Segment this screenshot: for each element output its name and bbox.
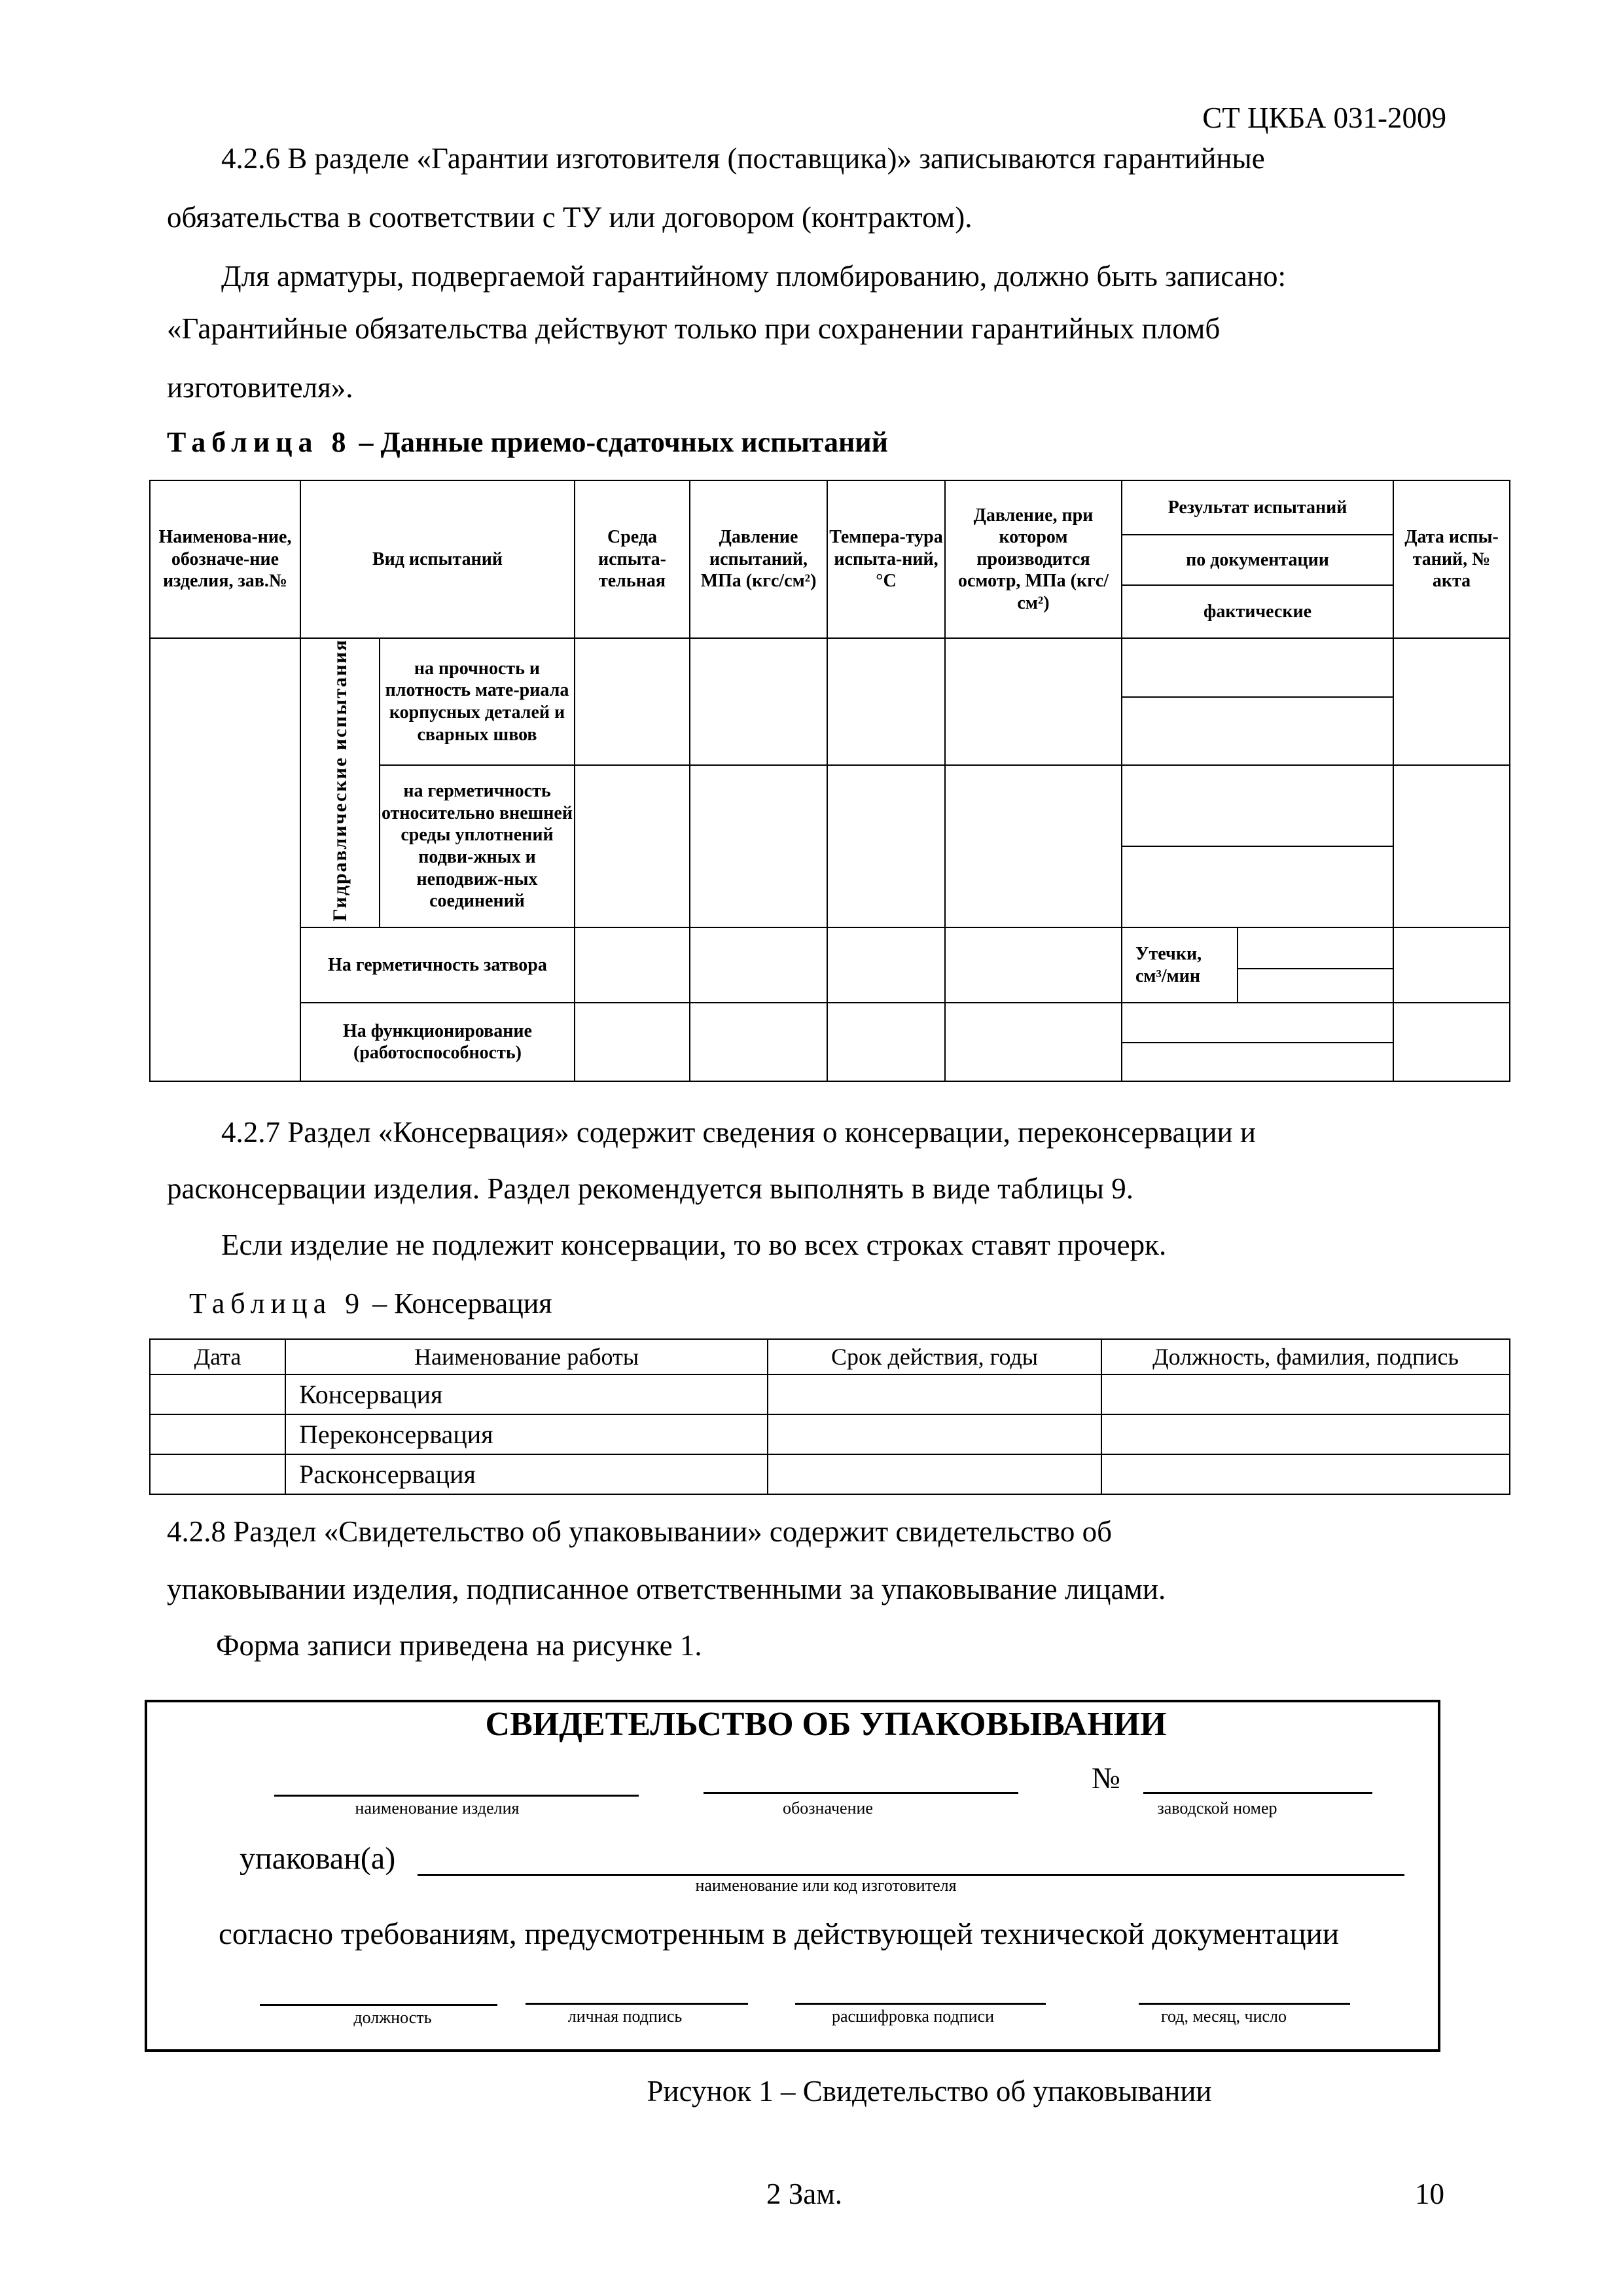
header-name: Наименова-ние, обозначе-ние изделия, зав.№ <box>150 480 300 638</box>
table-8-acceptance-tests <box>149 480 1510 1082</box>
leaks-label: Утечки, см³/мин <box>1122 927 1238 1003</box>
paragraph-line: 4.2.7 Раздел «Консервация» содержит сведения о консервации, переконсервации и <box>221 1116 1256 1149</box>
designation-line[interactable] <box>704 1792 1018 1794</box>
packed-label: упакован(а) <box>240 1841 396 1876</box>
cell <box>690 638 827 765</box>
decoding-line[interactable] <box>795 2003 1046 2005</box>
label-position: должность <box>353 2008 432 2027</box>
cell <box>150 1374 285 1414</box>
cell-date <box>1393 765 1510 927</box>
cell-result-doc <box>1122 638 1393 697</box>
header-pressure: Давление испытаний, МПа (кгс/см²) <box>690 480 827 638</box>
cell <box>768 1374 1101 1414</box>
group-hydraulic <box>300 638 380 927</box>
header-date: Дата <box>150 1339 285 1374</box>
paragraph-line: обязательства в соответствии с ТУ или договором (контрактом). <box>167 201 972 234</box>
table8-caption <box>167 425 888 459</box>
row-conservation: Консервация <box>285 1374 768 1414</box>
cell-result-actual <box>1238 969 1393 1003</box>
product-name-line[interactable] <box>274 1795 639 1797</box>
cell-result-doc <box>1122 765 1393 846</box>
cell <box>1101 1414 1510 1454</box>
cell <box>1101 1374 1510 1414</box>
header-date: Дата испы-таний, № акта <box>1393 480 1510 638</box>
paragraph-line: изготовителя». <box>167 371 353 404</box>
date-line[interactable] <box>1139 2003 1350 2005</box>
group-hydraulic-label: Гидравлические испытания <box>329 639 351 922</box>
serial-number-line[interactable] <box>1143 1792 1372 1794</box>
paragraph-line: «Гарантийные обязательства действуют только при сохранении гарантийных пломб <box>167 312 1221 345</box>
label-designation: обозначение <box>783 1799 873 1818</box>
cell <box>575 765 690 927</box>
paragraph-line: Для арматуры, подвергаемой гарантийному пломбированию, должно быть записано: <box>221 260 1286 293</box>
cell-result-actual <box>1122 697 1393 765</box>
cell-result-doc <box>1238 927 1393 969</box>
certificate-statement: согласно требованиям, предусмотренным в действующей технической документации <box>219 1917 1339 1951</box>
header-temperature: Темпера-тура испыта-ний, °С <box>827 480 945 638</box>
cell-name <box>150 638 300 1081</box>
signature-line[interactable] <box>526 2003 748 2005</box>
cell-date <box>1393 638 1510 765</box>
row-functioning: На функционирование (работоспособность) <box>300 1003 575 1081</box>
row-seal-tightness: На герметичность затвора <box>300 927 575 1003</box>
paragraph-line: расконсервации изделия. Раздел рекомендуется выполнять в виде таблицы 9. <box>167 1172 1133 1205</box>
cell <box>575 927 690 1003</box>
cell <box>827 638 945 765</box>
paragraph-line: Форма записи приведена на рисунке 1. <box>216 1629 702 1662</box>
label-decoding: расшифровка подписи <box>831 2007 995 2026</box>
cell <box>827 1003 945 1081</box>
number-sign: № <box>1092 1761 1120 1795</box>
label-product: наименование изделия <box>355 1799 520 1818</box>
paragraph-line: 4.2.6 В разделе «Гарантии изготовителя (поставщика)» записываются гарантийные <box>221 142 1265 175</box>
label-serial: заводской номер <box>1157 1799 1277 1818</box>
row-reconservation: Переконсервация <box>285 1414 768 1454</box>
cell <box>945 927 1122 1003</box>
cell-result-doc <box>1122 1003 1393 1043</box>
cell-result-actual <box>1122 1043 1393 1081</box>
header-work: Наименование работы <box>285 1339 768 1374</box>
table8-caption-prefix: Таблица 8 <box>167 426 352 458</box>
cell <box>945 765 1122 927</box>
header-medium: Среда испыта-тельная <box>575 480 690 638</box>
table9-caption-title: – Консервация <box>365 1287 552 1319</box>
table-9-conservation <box>149 1338 1510 1495</box>
row-tightness-external: на герметичность относительно внешней среды уплотнений подви-жных и неподвиж-ных соединений <box>380 765 575 927</box>
cell <box>768 1454 1101 1494</box>
header-result: Результат испытаний <box>1122 480 1393 535</box>
label-date: год, месяц, число <box>1160 2007 1287 2026</box>
header-signature: Должность, фамилия, подпись <box>1101 1339 1510 1374</box>
header-result-doc: по документации <box>1122 535 1393 585</box>
label-signature: личная подпись <box>567 2007 683 2026</box>
cell-date <box>1393 1003 1510 1081</box>
table8-caption-title: – Данные приемо-сдаточных испытаний <box>351 426 889 458</box>
document-code: СТ ЦКБА 031-2009 <box>1202 101 1446 134</box>
cell <box>827 927 945 1003</box>
cell <box>150 1414 285 1454</box>
figure-caption: Рисунок 1 – Свидетельство об упаковывании <box>647 2075 1212 2108</box>
cell <box>150 1454 285 1494</box>
cell <box>690 927 827 1003</box>
row-deconservation: Расконсервация <box>285 1454 768 1494</box>
cell <box>768 1414 1101 1454</box>
header-inspection-pressure: Давление, при котором производится осмотр, МПа (кгс/см²) <box>945 480 1122 638</box>
certificate-title: СВИДЕТЕЛЬСТВО ОБ УПАКОВЫВАНИИ <box>485 1706 1167 1743</box>
cell-date <box>1393 927 1510 1003</box>
table9-caption <box>189 1287 552 1320</box>
cell <box>575 638 690 765</box>
cell <box>945 638 1122 765</box>
header-result-actual: фактические <box>1122 585 1393 638</box>
position-line[interactable] <box>260 2004 497 2006</box>
cell <box>1101 1454 1510 1494</box>
cell <box>690 765 827 927</box>
header-term: Срок действия, годы <box>768 1339 1101 1374</box>
paragraph-line: 4.2.8 Раздел «Свидетельство об упаковывании» содержит свидетельство об <box>167 1515 1112 1548</box>
header-type: Вид испытаний <box>300 480 575 638</box>
page-number: 10 <box>1415 2178 1444 2210</box>
cell <box>690 1003 827 1081</box>
table9-caption-prefix: Таблица 9 <box>189 1287 366 1319</box>
cell-result-actual <box>1122 846 1393 927</box>
paragraph-line: упаковывании изделия, подписанное ответственными за упаковывание лицами. <box>167 1573 1166 1605</box>
cell <box>575 1003 690 1081</box>
label-manufacturer: наименование или код изготовителя <box>695 1876 957 1895</box>
cell <box>827 765 945 927</box>
row-strength: на прочность и плотность мате-риала корпусных деталей и сварных швов <box>380 638 575 765</box>
cell <box>945 1003 1122 1081</box>
paragraph-line: Если изделие не подлежит консервации, то во всех строках ставят прочерк. <box>221 1229 1167 1261</box>
revision-note: 2 Зам. <box>766 2178 842 2210</box>
